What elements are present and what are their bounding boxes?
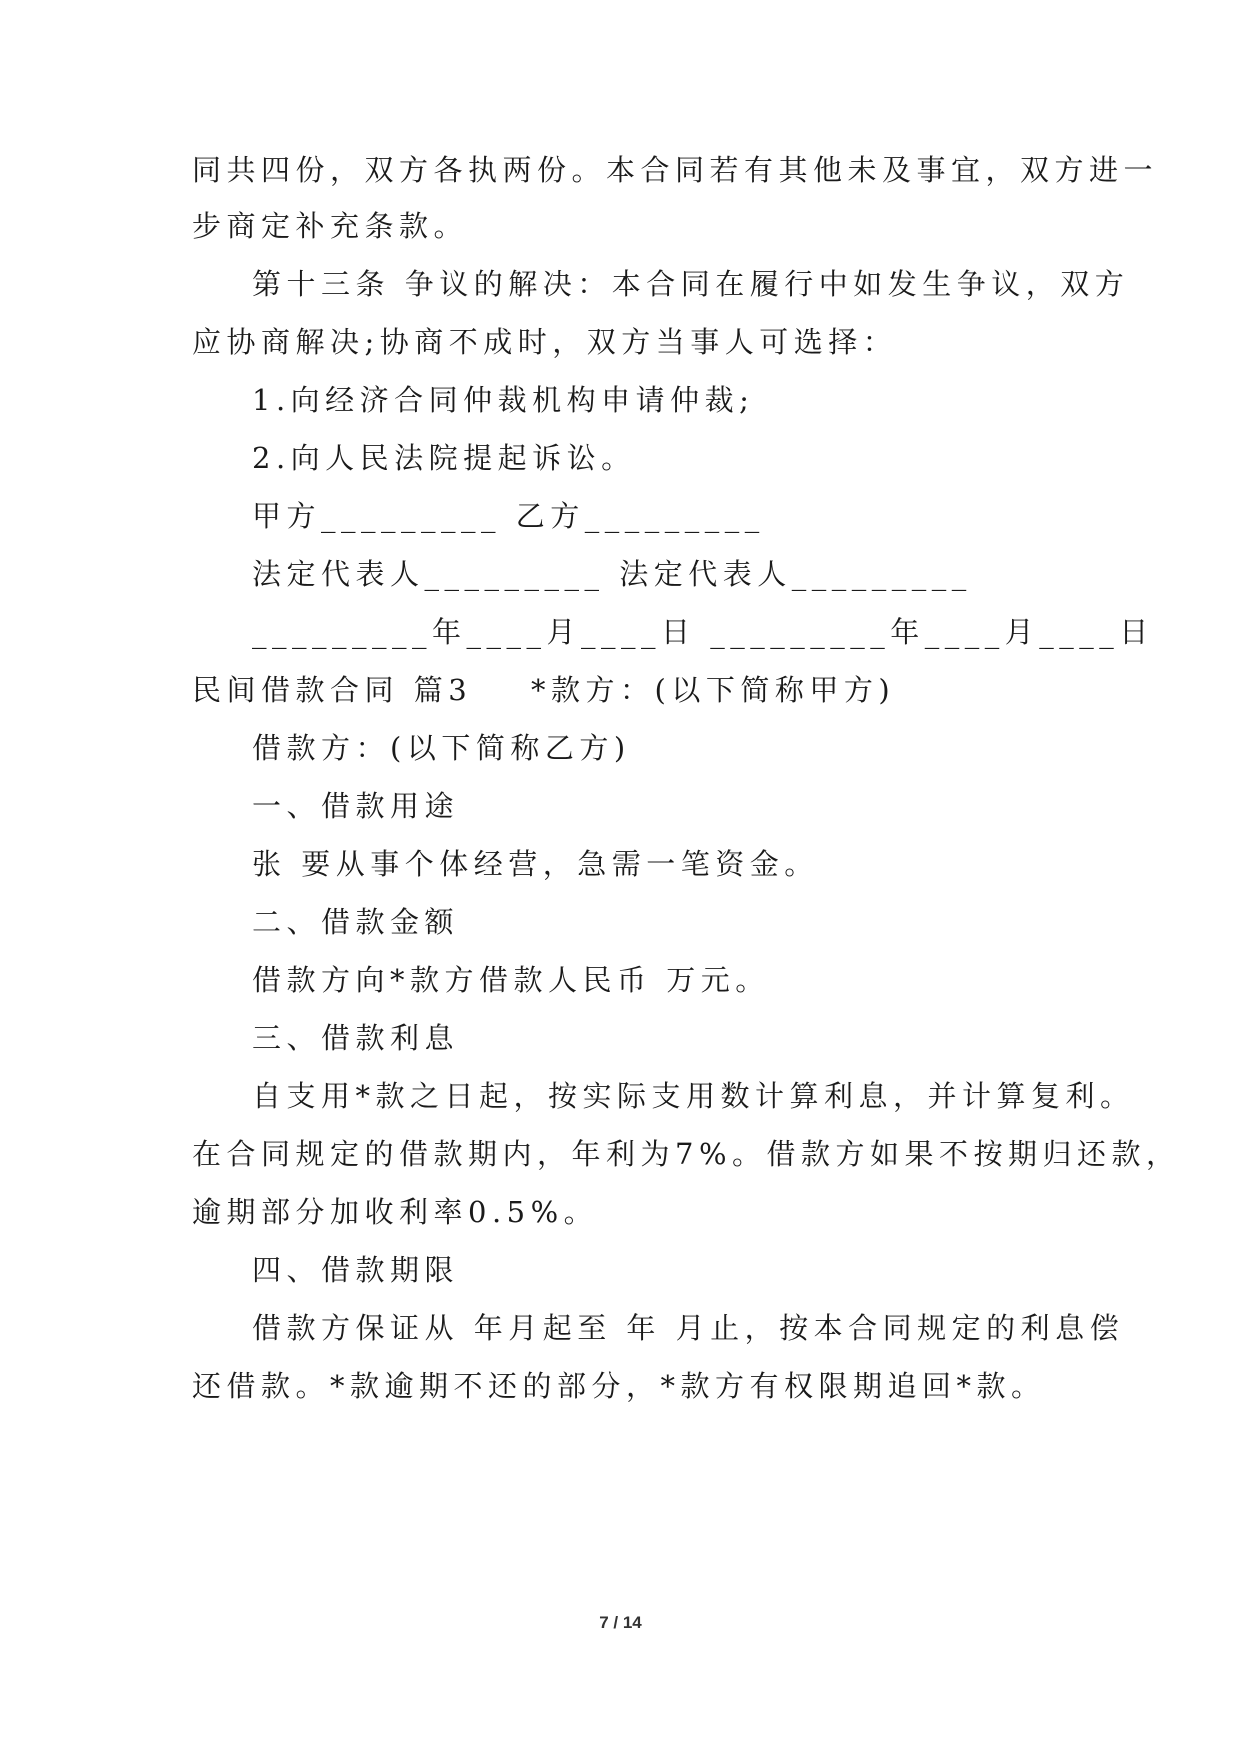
section-heading: 四、借款期限 (252, 1253, 460, 1287)
text-line: 在合同规定的借款期内，年利为7%。借款方如果不按期归还款， (192, 1137, 1181, 1171)
page-number: 7 / 14 (599, 1613, 642, 1632)
text-line: 逾期部分加收利率0.5%。 (192, 1195, 599, 1229)
text-line: 借款方保证从 年月起至 年 月止，按本合同规定的利息偿 (252, 1311, 1125, 1345)
list-item: 1.向经济合同仲裁机构申请仲裁; (252, 383, 755, 417)
text-line: 借款方：(以下简称乙方) (252, 731, 631, 765)
date-line: _________年____月____日 _________年____月____日 (252, 615, 1154, 649)
section-heading: 二、借款金额 (252, 905, 460, 939)
text-line: 同共四份，双方各执两份。本合同若有其他未及事宜，双方进一 (192, 153, 1159, 187)
text-line: 自支用*款之日起，按实际支用数计算利息，并计算复利。 (252, 1079, 1135, 1113)
section-heading: 三、借款利息 (252, 1021, 460, 1055)
text-line: 步商定补充条款。 (192, 209, 469, 243)
text-line: 应协商解决;协商不成时，双方当事人可选择： (192, 325, 898, 359)
text-line: 还借款。*款逾期不还的部分，*款方有权限期追回*款。 (192, 1369, 1046, 1403)
party-signature-line: 甲方_________ 乙方_________ (252, 499, 765, 533)
list-item: 2.向人民法院提起诉讼。 (252, 441, 636, 475)
article-13-heading: 第十三条 争议的解决：本合同在履行中如发生争议，双方 (252, 267, 1130, 301)
contract-title: 民间借款合同 篇3 *款方：(以下简称甲方) (192, 673, 896, 707)
text-line: 借款方向*款方借款人民币 万元。 (252, 963, 770, 997)
text-line: 张 要从事个体经营，急需一笔资金。 (252, 847, 819, 881)
section-heading: 一、借款用途 (252, 789, 460, 823)
representative-signature-line: 法定代表人_________ 法定代表人_________ (252, 557, 972, 591)
